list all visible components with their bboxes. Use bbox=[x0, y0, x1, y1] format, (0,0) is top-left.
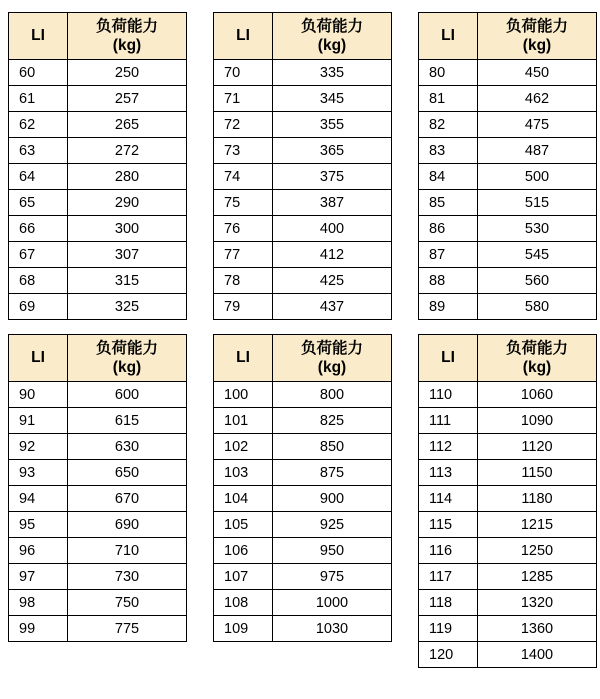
column-header-li: LI bbox=[9, 13, 68, 60]
table-row bbox=[9, 60, 187, 86]
cell-li: 65 bbox=[9, 190, 68, 216]
table-row bbox=[9, 512, 187, 538]
table-row bbox=[214, 460, 392, 486]
column-header-load-capacity-unit: (kg) bbox=[522, 37, 552, 54]
cell-load-capacity: 850 bbox=[273, 434, 392, 460]
cell-load-capacity: 335 bbox=[273, 60, 392, 86]
table-row bbox=[419, 268, 597, 294]
table-row bbox=[419, 616, 597, 642]
cell-li: 86 bbox=[419, 216, 478, 242]
column-header-li: LI bbox=[214, 13, 273, 60]
cell-li: 106 bbox=[214, 538, 273, 564]
load-index-table-6 bbox=[418, 334, 594, 668]
cell-load-capacity: 1250 bbox=[478, 538, 597, 564]
cell-load-capacity: 530 bbox=[478, 216, 597, 242]
cell-load-capacity: 1180 bbox=[478, 486, 597, 512]
table-row bbox=[214, 590, 392, 616]
load-index-table bbox=[418, 12, 597, 320]
cell-li: 74 bbox=[214, 164, 273, 190]
cell-li: 95 bbox=[9, 512, 68, 538]
cell-load-capacity: 300 bbox=[68, 216, 187, 242]
cell-load-capacity: 825 bbox=[273, 408, 392, 434]
table-row bbox=[214, 512, 392, 538]
cell-load-capacity: 475 bbox=[478, 112, 597, 138]
column-header-load-capacity-title: 负荷能力 bbox=[300, 17, 363, 35]
table-header-row bbox=[9, 335, 187, 382]
cell-load-capacity: 875 bbox=[273, 460, 392, 486]
column-header-load-capacity-unit: (kg) bbox=[112, 359, 142, 376]
cell-load-capacity: 580 bbox=[478, 294, 597, 320]
table-row bbox=[419, 538, 597, 564]
cell-li: 105 bbox=[214, 512, 273, 538]
table-row bbox=[419, 242, 597, 268]
table-row bbox=[214, 60, 392, 86]
table-row bbox=[214, 294, 392, 320]
cell-load-capacity: 500 bbox=[478, 164, 597, 190]
table-row bbox=[419, 86, 597, 112]
cell-load-capacity: 950 bbox=[273, 538, 392, 564]
column-header-load-capacity-unit: (kg) bbox=[317, 359, 347, 376]
cell-li: 70 bbox=[214, 60, 273, 86]
cell-load-capacity: 710 bbox=[68, 538, 187, 564]
table-row bbox=[9, 460, 187, 486]
cell-load-capacity: 1150 bbox=[478, 460, 597, 486]
cell-li: 112 bbox=[419, 434, 478, 460]
cell-li: 102 bbox=[214, 434, 273, 460]
table-row bbox=[419, 590, 597, 616]
table-row bbox=[419, 138, 597, 164]
cell-load-capacity: 345 bbox=[273, 86, 392, 112]
cell-li: 71 bbox=[214, 86, 273, 112]
cell-li: 81 bbox=[419, 86, 478, 112]
cell-li: 91 bbox=[9, 408, 68, 434]
table-row bbox=[419, 190, 597, 216]
column-header-load-capacity-title: 负荷能力 bbox=[505, 17, 568, 35]
load-index-table-5 bbox=[213, 334, 389, 642]
column-header-load-capacity bbox=[478, 335, 597, 382]
table-row bbox=[9, 616, 187, 642]
table-row bbox=[419, 642, 597, 668]
cell-load-capacity: 387 bbox=[273, 190, 392, 216]
table-row bbox=[419, 564, 597, 590]
cell-load-capacity: 1060 bbox=[478, 382, 597, 408]
table-row bbox=[214, 382, 392, 408]
cell-load-capacity: 1030 bbox=[273, 616, 392, 642]
cell-load-capacity: 1090 bbox=[478, 408, 597, 434]
load-index-table bbox=[8, 12, 187, 320]
cell-load-capacity: 437 bbox=[273, 294, 392, 320]
table-row bbox=[9, 564, 187, 590]
cell-li: 101 bbox=[214, 408, 273, 434]
cell-li: 103 bbox=[214, 460, 273, 486]
cell-li: 67 bbox=[9, 242, 68, 268]
cell-li: 104 bbox=[214, 486, 273, 512]
table-row bbox=[214, 486, 392, 512]
cell-load-capacity: 775 bbox=[68, 616, 187, 642]
cell-li: 83 bbox=[419, 138, 478, 164]
cell-li: 82 bbox=[419, 112, 478, 138]
table-row bbox=[9, 408, 187, 434]
table-row bbox=[9, 486, 187, 512]
cell-li: 98 bbox=[9, 590, 68, 616]
cell-li: 114 bbox=[419, 486, 478, 512]
load-index-table-3 bbox=[418, 12, 594, 320]
cell-li: 75 bbox=[214, 190, 273, 216]
load-index-table bbox=[213, 12, 392, 320]
cell-li: 85 bbox=[419, 190, 478, 216]
cell-load-capacity: 1320 bbox=[478, 590, 597, 616]
table-row bbox=[419, 434, 597, 460]
cell-load-capacity: 1215 bbox=[478, 512, 597, 538]
cell-load-capacity: 412 bbox=[273, 242, 392, 268]
table-row bbox=[214, 242, 392, 268]
table-row bbox=[9, 268, 187, 294]
cell-load-capacity: 730 bbox=[68, 564, 187, 590]
table-row bbox=[419, 408, 597, 434]
table-row bbox=[419, 60, 597, 86]
cell-load-capacity: 690 bbox=[68, 512, 187, 538]
cell-load-capacity: 515 bbox=[478, 190, 597, 216]
table-header-row bbox=[9, 13, 187, 60]
cell-li: 118 bbox=[419, 590, 478, 616]
cell-load-capacity: 290 bbox=[68, 190, 187, 216]
table-row bbox=[9, 164, 187, 190]
cell-li: 78 bbox=[214, 268, 273, 294]
table-row bbox=[214, 434, 392, 460]
table-row bbox=[419, 382, 597, 408]
table-row bbox=[419, 294, 597, 320]
cell-load-capacity: 615 bbox=[68, 408, 187, 434]
cell-load-capacity: 450 bbox=[478, 60, 597, 86]
load-index-table-2 bbox=[213, 12, 389, 320]
cell-load-capacity: 315 bbox=[68, 268, 187, 294]
column-header-load-capacity-unit: (kg) bbox=[522, 359, 552, 376]
cell-li: 79 bbox=[214, 294, 273, 320]
load-index-table-1 bbox=[8, 12, 184, 320]
table-row bbox=[419, 164, 597, 190]
cell-load-capacity: 462 bbox=[478, 86, 597, 112]
cell-load-capacity: 400 bbox=[273, 216, 392, 242]
cell-li: 120 bbox=[419, 642, 478, 668]
table-row bbox=[214, 616, 392, 642]
cell-load-capacity: 800 bbox=[273, 382, 392, 408]
cell-load-capacity: 560 bbox=[478, 268, 597, 294]
cell-load-capacity: 1360 bbox=[478, 616, 597, 642]
table-row bbox=[9, 294, 187, 320]
table-row bbox=[9, 190, 187, 216]
cell-load-capacity: 650 bbox=[68, 460, 187, 486]
column-header-load-capacity bbox=[273, 335, 392, 382]
load-index-table-4 bbox=[8, 334, 184, 642]
table-row bbox=[214, 564, 392, 590]
column-header-load-capacity bbox=[68, 335, 187, 382]
cell-load-capacity: 975 bbox=[273, 564, 392, 590]
cell-li: 96 bbox=[9, 538, 68, 564]
table-row bbox=[214, 164, 392, 190]
cell-li: 94 bbox=[9, 486, 68, 512]
cell-li: 90 bbox=[9, 382, 68, 408]
column-header-li: LI bbox=[419, 335, 478, 382]
cell-load-capacity: 900 bbox=[273, 486, 392, 512]
table-row bbox=[9, 112, 187, 138]
cell-load-capacity: 250 bbox=[68, 60, 187, 86]
column-header-load-capacity-unit: (kg) bbox=[317, 37, 347, 54]
load-index-table bbox=[418, 334, 597, 668]
table-row bbox=[419, 512, 597, 538]
cell-li: 113 bbox=[419, 460, 478, 486]
table-row bbox=[214, 408, 392, 434]
table-row bbox=[419, 112, 597, 138]
cell-load-capacity: 325 bbox=[68, 294, 187, 320]
column-header-load-capacity bbox=[273, 13, 392, 60]
cell-load-capacity: 355 bbox=[273, 112, 392, 138]
cell-li: 117 bbox=[419, 564, 478, 590]
cell-li: 60 bbox=[9, 60, 68, 86]
column-header-li: LI bbox=[419, 13, 478, 60]
table-row bbox=[214, 190, 392, 216]
cell-li: 72 bbox=[214, 112, 273, 138]
load-index-table bbox=[8, 334, 187, 642]
table-row bbox=[214, 138, 392, 164]
cell-li: 61 bbox=[9, 86, 68, 112]
table-row bbox=[419, 486, 597, 512]
cell-load-capacity: 487 bbox=[478, 138, 597, 164]
cell-load-capacity: 425 bbox=[273, 268, 392, 294]
cell-li: 92 bbox=[9, 434, 68, 460]
column-header-load-capacity-title: 负荷能力 bbox=[505, 339, 568, 357]
cell-load-capacity: 280 bbox=[68, 164, 187, 190]
cell-li: 107 bbox=[214, 564, 273, 590]
cell-li: 77 bbox=[214, 242, 273, 268]
cell-li: 63 bbox=[9, 138, 68, 164]
column-header-load-capacity bbox=[478, 13, 597, 60]
cell-li: 68 bbox=[9, 268, 68, 294]
cell-li: 93 bbox=[9, 460, 68, 486]
cell-load-capacity: 670 bbox=[68, 486, 187, 512]
cell-load-capacity: 1285 bbox=[478, 564, 597, 590]
column-header-load-capacity-title: 负荷能力 bbox=[95, 17, 158, 35]
column-header-load-capacity bbox=[68, 13, 187, 60]
cell-load-capacity: 925 bbox=[273, 512, 392, 538]
table-row bbox=[9, 86, 187, 112]
table-header-row bbox=[214, 13, 392, 60]
table-row bbox=[9, 242, 187, 268]
cell-li: 69 bbox=[9, 294, 68, 320]
cell-load-capacity: 600 bbox=[68, 382, 187, 408]
table-row bbox=[214, 86, 392, 112]
cell-load-capacity: 750 bbox=[68, 590, 187, 616]
cell-li: 108 bbox=[214, 590, 273, 616]
cell-li: 64 bbox=[9, 164, 68, 190]
cell-load-capacity: 1120 bbox=[478, 434, 597, 460]
cell-load-capacity: 307 bbox=[68, 242, 187, 268]
cell-li: 111 bbox=[419, 408, 478, 434]
cell-li: 110 bbox=[419, 382, 478, 408]
table-row bbox=[214, 112, 392, 138]
table-row bbox=[214, 538, 392, 564]
cell-li: 99 bbox=[9, 616, 68, 642]
table-row bbox=[9, 216, 187, 242]
cell-load-capacity: 257 bbox=[68, 86, 187, 112]
table-row bbox=[9, 590, 187, 616]
cell-load-capacity: 272 bbox=[68, 138, 187, 164]
cell-li: 76 bbox=[214, 216, 273, 242]
table-row bbox=[9, 538, 187, 564]
cell-load-capacity: 375 bbox=[273, 164, 392, 190]
cell-load-capacity: 1400 bbox=[478, 642, 597, 668]
table-row bbox=[214, 268, 392, 294]
table-header-row bbox=[419, 13, 597, 60]
column-header-load-capacity-title: 负荷能力 bbox=[95, 339, 158, 357]
table-header-row bbox=[419, 335, 597, 382]
table-row bbox=[214, 216, 392, 242]
cell-li: 73 bbox=[214, 138, 273, 164]
cell-li: 119 bbox=[419, 616, 478, 642]
load-index-table bbox=[213, 334, 392, 642]
cell-li: 116 bbox=[419, 538, 478, 564]
column-header-load-capacity-title: 负荷能力 bbox=[300, 339, 363, 357]
cell-li: 100 bbox=[214, 382, 273, 408]
cell-li: 62 bbox=[9, 112, 68, 138]
column-header-load-capacity-unit: (kg) bbox=[112, 37, 142, 54]
table-row bbox=[9, 138, 187, 164]
cell-load-capacity: 365 bbox=[273, 138, 392, 164]
column-header-li: LI bbox=[9, 335, 68, 382]
cell-load-capacity: 545 bbox=[478, 242, 597, 268]
table-row bbox=[419, 216, 597, 242]
column-header-li: LI bbox=[214, 335, 273, 382]
table-header-row bbox=[214, 335, 392, 382]
cell-li: 84 bbox=[419, 164, 478, 190]
table-row bbox=[9, 382, 187, 408]
table-row bbox=[419, 460, 597, 486]
cell-li: 80 bbox=[419, 60, 478, 86]
table-row bbox=[9, 434, 187, 460]
cell-li: 88 bbox=[419, 268, 478, 294]
cell-li: 87 bbox=[419, 242, 478, 268]
cell-load-capacity: 265 bbox=[68, 112, 187, 138]
cell-load-capacity: 1000 bbox=[273, 590, 392, 616]
cell-li: 115 bbox=[419, 512, 478, 538]
cell-li: 97 bbox=[9, 564, 68, 590]
cell-load-capacity: 630 bbox=[68, 434, 187, 460]
cell-li: 66 bbox=[9, 216, 68, 242]
cell-li: 89 bbox=[419, 294, 478, 320]
cell-li: 109 bbox=[214, 616, 273, 642]
